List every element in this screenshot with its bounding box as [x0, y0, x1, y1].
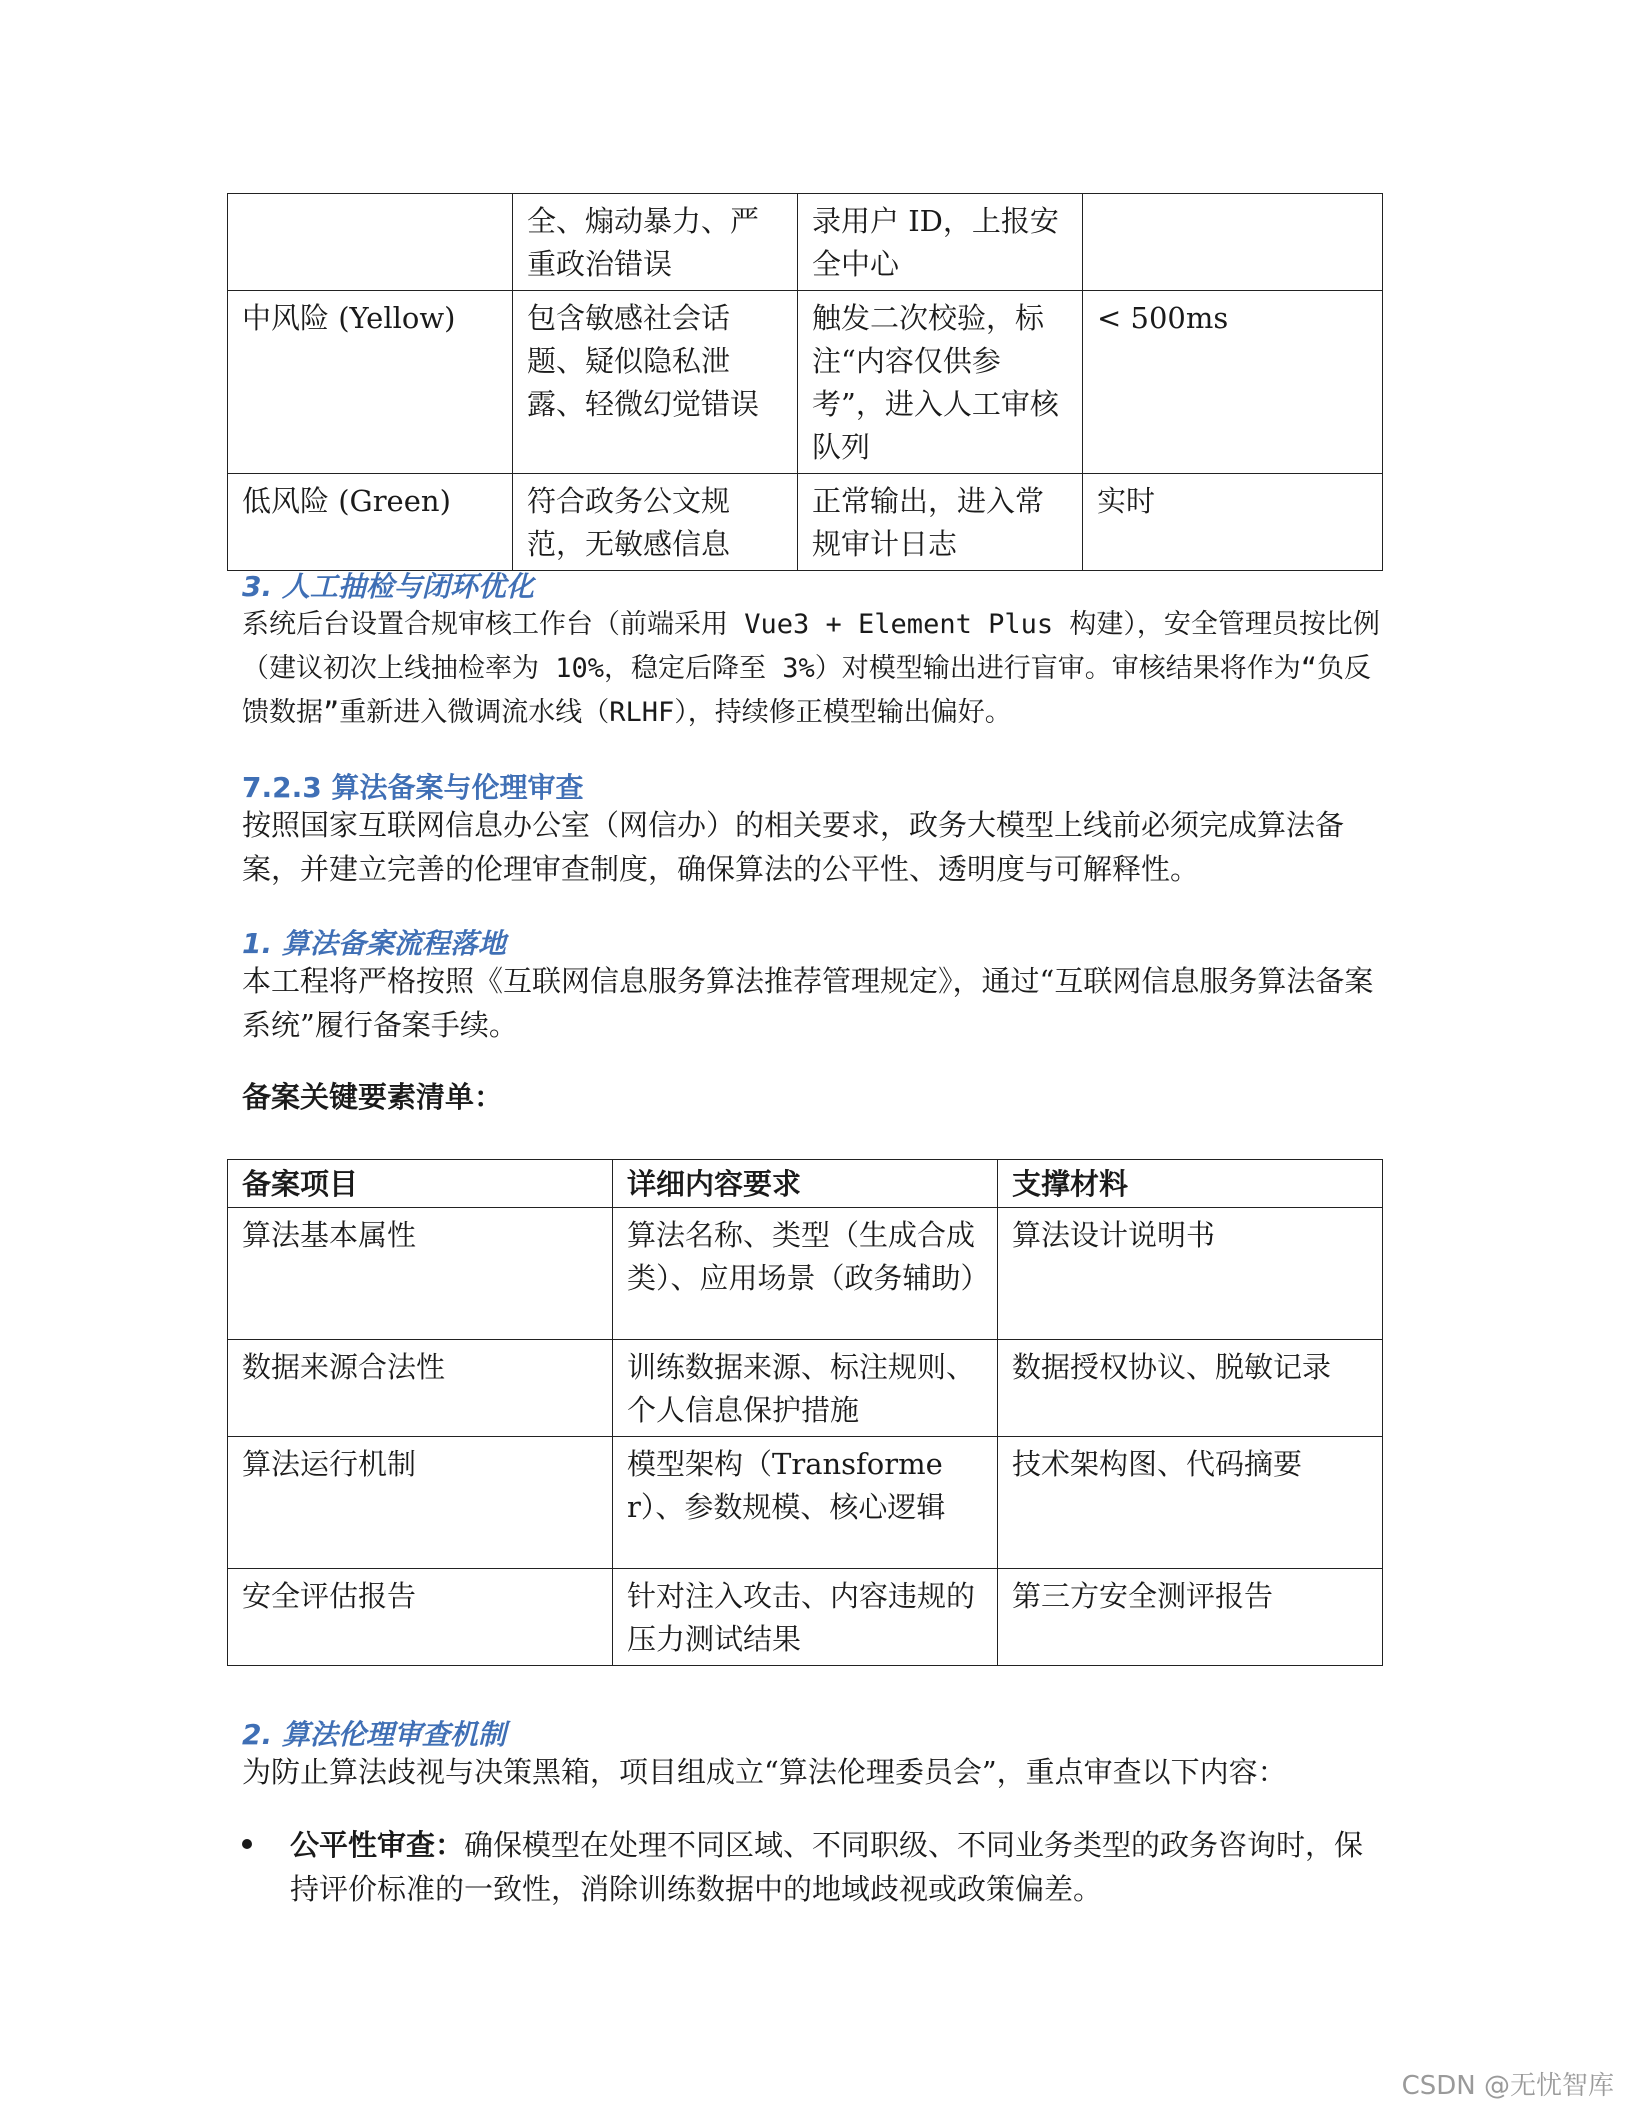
table-row — [228, 1340, 1383, 1437]
filing-material-cell: 数据授权协议、脱敏记录 — [998, 1340, 1383, 1437]
section-heading: 7.2.3 算法备案与伦理审查 — [242, 771, 584, 804]
filing-requirement-cell: 算法名称、类型（生成合成类）、应用场景（政务辅助） — [613, 1208, 998, 1340]
risk-level-table — [227, 193, 1383, 571]
filing-material-cell: 第三方安全测评报告 — [998, 1569, 1383, 1666]
section-heading: 3. 人工抽检与闭环优化 — [242, 570, 534, 603]
section-paragraph: 系统后台设置合规审核工作台（前端采用 Vue3 + Element Plus 构建），安全管理员按比例（建议初次上线抽检率为 10%，稳定后降至 3%）对模型输出进行盲审。审核结果将作为“负反馈数据”重新进入微调流水线（RLHF），持续修正模型输出偏好。 — [242, 609, 1380, 728]
risk-level-cell — [228, 194, 513, 291]
risk-condition-cell: 全、煽动暴力、严重政治错误 — [513, 194, 798, 291]
filing-requirement-cell: 针对注入攻击、内容违规的压力测试结果 — [613, 1569, 998, 1666]
risk-action-cell: 触发二次校验，标注“内容仅供参考”，进入人工审核队列 — [798, 291, 1083, 474]
section-paragraph: 按照国家互联网信息办公室（网信办）的相关要求，政务大模型上线前必须完成算法备案，并建立完善的伦理审查制度，确保算法的公平性、透明度与可解释性。 — [242, 808, 1345, 886]
risk-latency-cell: 实时 — [1083, 474, 1383, 571]
risk-latency-cell — [1083, 194, 1383, 291]
risk-action-cell: 录用户 ID，上报安全中心 — [798, 194, 1083, 291]
risk-condition-cell: 包含敏感社会话题、疑似隐私泄露、轻微幻觉错误 — [513, 291, 798, 474]
section-paragraph: 为防止算法歧视与决策黑箱，项目组成立“算法伦理委员会”，重点审查以下内容： — [242, 1755, 1287, 1789]
section-paragraph: 本工程将严格按照《互联网信息服务算法推荐管理规定》，通过“互联网信息服务算法备案系统”履行备案手续。 — [242, 964, 1374, 1042]
filing-requirement-cell: 模型架构（Transformer）、参数规模、核心逻辑 — [613, 1437, 998, 1569]
watermark: CSDN @无忧智库 — [1401, 2071, 1614, 2101]
filing-item-cell: 算法基本属性 — [228, 1208, 613, 1340]
bullet-label: 公平性审查： — [290, 1828, 465, 1862]
risk-condition-cell: 符合政务公文规范，无敏感信息 — [513, 474, 798, 571]
risk-action-cell: 正常输出，进入常规审计日志 — [798, 474, 1083, 571]
filing-item-cell: 安全评估报告 — [228, 1569, 613, 1666]
table-row — [228, 474, 1383, 571]
bullet-icon — [242, 1839, 252, 1849]
table-row — [228, 194, 1383, 291]
column-header: 支撑材料 — [998, 1160, 1383, 1208]
risk-level-cell: 中风险 (Yellow) — [228, 291, 513, 474]
table-row — [228, 1437, 1383, 1569]
filing-requirement-cell: 训练数据来源、标注规则、个人信息保护措施 — [613, 1340, 998, 1437]
column-header: 详细内容要求 — [613, 1160, 998, 1208]
filing-elements-table — [227, 1159, 1383, 1666]
column-header: 备案项目 — [228, 1160, 613, 1208]
list-item — [242, 1823, 1382, 1911]
list-title: 备案关键要素清单： — [242, 1080, 504, 1114]
filing-material-cell: 技术架构图、代码摘要 — [998, 1437, 1383, 1569]
risk-latency-cell: < 500ms — [1083, 291, 1383, 474]
section-heading: 2. 算法伦理审查机制 — [242, 1718, 506, 1751]
table-header-row — [228, 1160, 1383, 1208]
table-row — [228, 1208, 1383, 1340]
filing-item-cell: 数据来源合法性 — [228, 1340, 613, 1437]
filing-material-cell: 算法设计说明书 — [998, 1208, 1383, 1340]
section-heading: 1. 算法备案流程落地 — [242, 927, 506, 960]
risk-level-cell: 低风险 (Green) — [228, 474, 513, 571]
bullet-text: 确保模型在处理不同区域、不同职级、不同业务类型的政务咨询时，保持评价标准的一致性，消除训练数据中的地域歧视或政策偏差。 — [290, 1828, 1364, 1906]
filing-item-cell: 算法运行机制 — [228, 1437, 613, 1569]
table-row — [228, 1569, 1383, 1666]
table-row — [228, 291, 1383, 474]
